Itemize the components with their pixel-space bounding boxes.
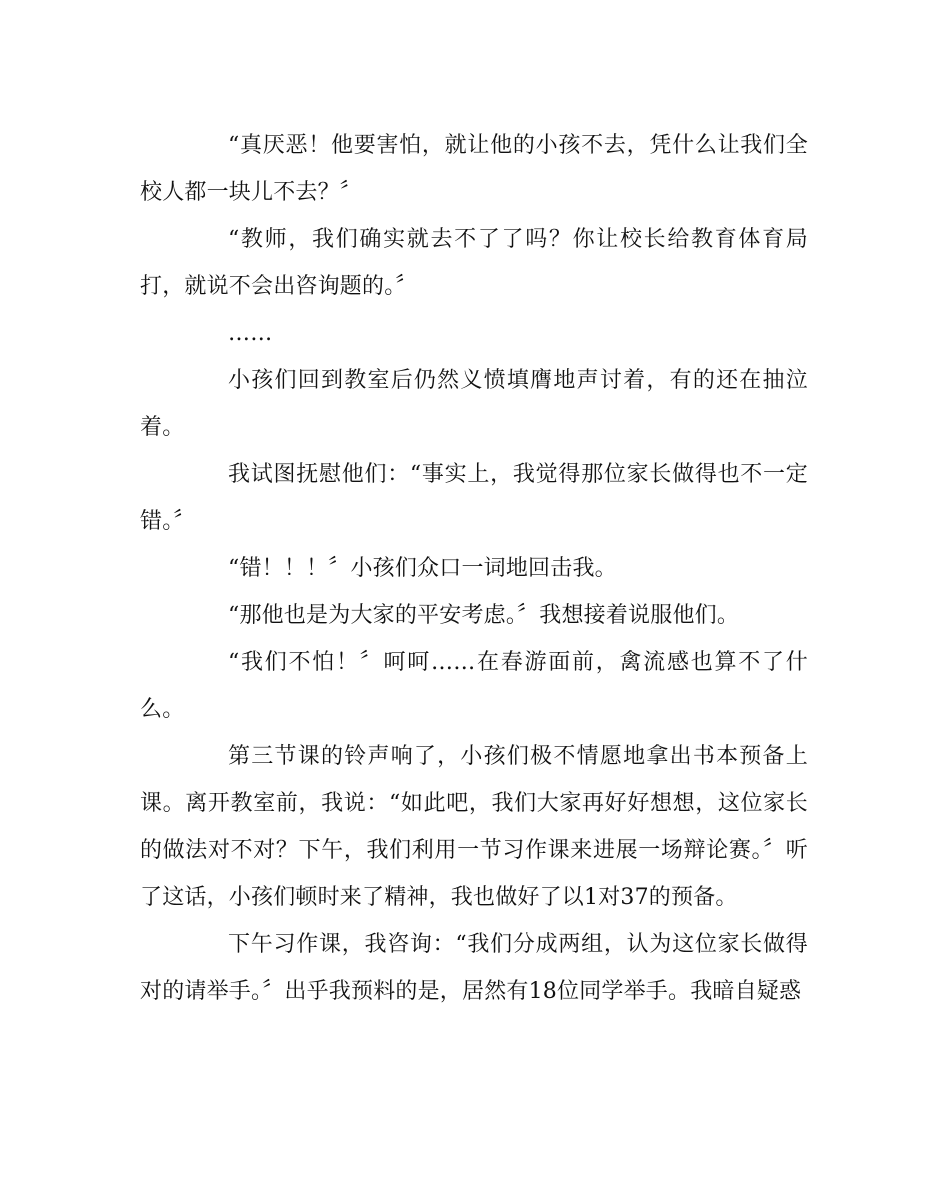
paragraph-5: 我试图抚慰他们：“事实上，我觉得那位家长做得也不一定错。〞	[140, 462, 808, 534]
paragraph-4: 小孩们回到教室后仍然义愤填膺地声讨着，有的还在抽泣着。	[140, 368, 808, 440]
paragraph-6: “错！！！〞小孩们众口一词地回击我。	[228, 556, 617, 581]
paragraph-10: 下午习作课，我咨询：“我们分成两组，认为这位家长做得对的请举手。〞出乎我预料的是，居然有18位同学举手。我暗自疑惑	[140, 932, 808, 1004]
paragraph-9: 第三节课的铃声响了，小孩们极不情愿地拿出书本预备上课。离开教室前，我说：“如此吧，我们大家再好好想想，这位家长的做法对不对？下午，我们利用一节习作课来进展一场辩论赛。〞听了这话，小孩们顿时来了精神，我也做好了以1对37的预备。	[140, 744, 808, 910]
body-text	[140, 122, 808, 1015]
paragraph-3: ……	[228, 321, 273, 346]
paragraph-1: “真厌恶！他要害怕，就让他的小孩不去，凭什么让我们全校人都一块儿不去？〞	[140, 133, 808, 205]
paragraph-8: “我们不怕！〞呵呵……在春游面前，禽流感也算不了什么。	[140, 650, 808, 722]
paragraph-7: “那他也是为大家的平安考虑。〞我想接着说服他们。	[228, 603, 740, 628]
paragraph-2: “教师，我们确实就去不了了吗？你让校长给教育体育局打，就说不会出咨询题的。〞	[140, 227, 808, 299]
